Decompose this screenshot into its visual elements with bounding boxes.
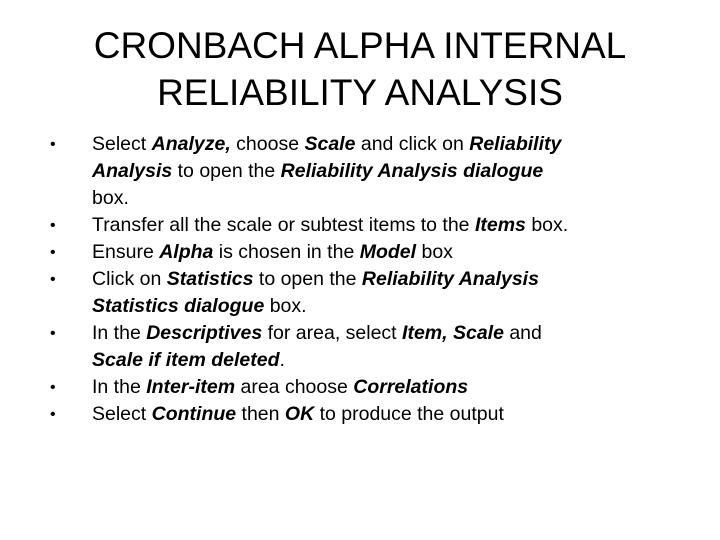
emphasized-term: Items xyxy=(474,214,526,236)
text-segment: . xyxy=(279,349,285,371)
emphasized-term: Descriptives xyxy=(146,322,263,344)
emphasized-term: Item, Scale xyxy=(402,322,504,344)
emphasized-term: Model xyxy=(359,241,417,263)
bullet-dot-icon: • xyxy=(50,244,56,261)
emphasized-term: Continue xyxy=(151,403,237,425)
title-line-1: CRONBACH ALPHA INTERNAL xyxy=(93,25,627,66)
text-segment: then xyxy=(236,403,285,425)
text-segment: box. xyxy=(525,214,569,236)
text-segment: and xyxy=(503,322,542,344)
text-segment: Select xyxy=(92,403,152,425)
emphasized-term: Scale if item deleted xyxy=(92,349,280,371)
bullet-item xyxy=(0,131,720,212)
text-segment: box. xyxy=(264,295,307,317)
bullet-dot-icon: • xyxy=(50,136,56,153)
bullet-line xyxy=(92,158,690,185)
bullet-item xyxy=(0,374,720,401)
text-segment: box xyxy=(416,241,453,263)
text-segment: is chosen in the xyxy=(213,241,360,263)
text-segment: In the xyxy=(92,322,147,344)
emphasized-term: Scale xyxy=(304,133,356,155)
emphasized-term: Reliability Analysis xyxy=(361,268,539,290)
emphasized-term: Correlations xyxy=(353,376,469,398)
text-segment: to open the xyxy=(253,268,362,290)
title-line-2: RELIABILITY ANALYSIS xyxy=(157,72,563,113)
bullet-line xyxy=(92,347,690,374)
bullet-item xyxy=(0,212,720,239)
bullet-line xyxy=(92,320,690,347)
text-segment: for area, select xyxy=(262,322,403,344)
bullet-dot-icon: • xyxy=(50,217,56,234)
emphasized-term: Analyze, xyxy=(151,133,231,155)
bullet-line xyxy=(92,401,690,428)
bullet-line xyxy=(92,266,690,293)
bullet-item xyxy=(0,320,720,374)
text-segment: area choose xyxy=(235,376,354,398)
text-segment: In the xyxy=(92,376,147,398)
emphasized-term: Statistics dialogue xyxy=(92,295,265,317)
bullet-line xyxy=(92,239,690,266)
bullet-line xyxy=(92,212,690,239)
bullet-item xyxy=(0,266,720,320)
bullet-dot-icon: • xyxy=(50,325,56,342)
emphasized-term: Reliability xyxy=(469,133,562,155)
bullet-line xyxy=(92,293,690,320)
bullet-dot-icon: • xyxy=(50,271,56,288)
bullet-line xyxy=(92,131,690,158)
text-segment: and click on xyxy=(355,133,470,155)
text-segment: Ensure xyxy=(92,241,160,263)
emphasized-term: Statistics xyxy=(166,268,254,290)
bullet-dot-icon: • xyxy=(50,379,56,396)
bullet-dot-icon: • xyxy=(50,406,56,423)
emphasized-term: Alpha xyxy=(159,241,214,263)
text-segment: choose xyxy=(230,133,305,155)
text-segment: to produce the output xyxy=(314,403,504,425)
bullet-list xyxy=(0,131,720,428)
bullet-line xyxy=(92,185,690,212)
emphasized-term: Inter-item xyxy=(146,376,236,398)
text-segment: Click on xyxy=(92,268,167,290)
bullet-line xyxy=(92,374,690,401)
bullet-item xyxy=(0,401,720,428)
text-segment: Select xyxy=(92,133,152,155)
text-segment: Transfer all the scale or subtest items to the xyxy=(92,214,475,236)
bullet-item xyxy=(0,239,720,266)
text-segment: box. xyxy=(92,187,129,209)
emphasized-term: OK xyxy=(284,403,315,425)
emphasized-term: Analysis xyxy=(92,160,173,182)
emphasized-term: Reliability Analysis dialogue xyxy=(280,160,544,182)
text-segment: to open the xyxy=(172,160,281,182)
slide-title xyxy=(40,22,680,116)
